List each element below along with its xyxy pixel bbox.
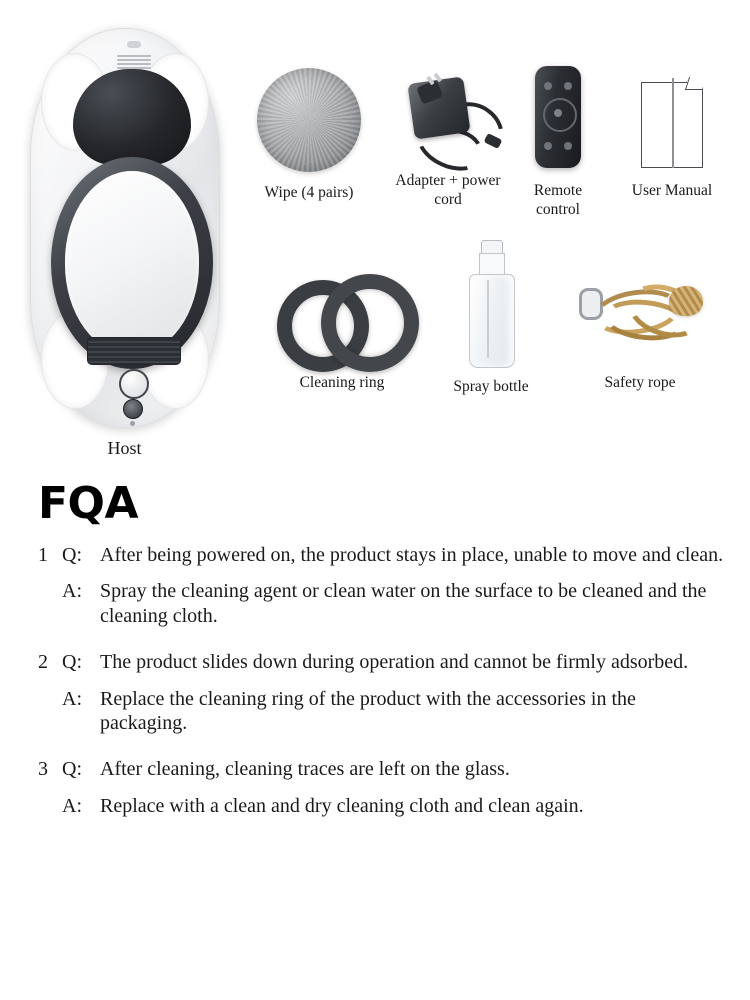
fqa-answer-tag: A: (62, 794, 82, 817)
robot-face-plate-icon (65, 171, 199, 355)
host-caption: Host (107, 438, 142, 458)
accessory-wipe (253, 68, 365, 203)
accessory-remote-caption: Remote control (533, 182, 583, 218)
vent-slots-icon (117, 55, 151, 67)
fqa-entry-number: 2 (38, 651, 48, 674)
accessory-cleaning-ring-caption: Cleaning ring (299, 374, 385, 391)
fqa-question-tag: Q: (62, 651, 82, 674)
fqa-question-tag: Q: (62, 758, 82, 781)
adapter-plug-icon (416, 80, 443, 105)
accessory-wipe-caption: Wipe (4 pairs) (264, 184, 354, 201)
window-cleaning-robot-icon (30, 28, 220, 428)
accessory-safety-rope-caption: Safety rope (604, 374, 676, 391)
robot-grille-icon (87, 337, 181, 365)
fqa-answer-text: Replace with a clean and dry cleaning cloth and clean again. (100, 794, 584, 817)
accessory-safety-rope (560, 272, 720, 393)
fqa-answer-text: Replace the cleaning ring of the product with the accessories in the packaging. (100, 687, 636, 734)
host-product-figure (22, 20, 227, 460)
user-manual-icon (641, 82, 703, 168)
accessory-manual-caption: User Manual (631, 182, 713, 199)
accessory-cleaning-ring (277, 268, 407, 393)
power-adapter-icon (389, 64, 507, 164)
robot-top-panel-icon (73, 69, 191, 165)
fqa-question-row (0, 650, 750, 674)
fqa-answer-row (0, 687, 750, 736)
accessory-spray-bottle-caption: Spray bottle (453, 378, 529, 395)
remote-button-power-icon (544, 82, 552, 90)
fqa-question-text: After cleaning, cleaning traces are left on the glass. (100, 758, 510, 781)
remote-control-icon (535, 66, 581, 168)
fqa-question-text: After being powered on, the product stays in place, unable to move and clean. (100, 544, 724, 566)
fqa-question-tag: Q: (62, 544, 82, 566)
adapter-brick-shape (407, 76, 470, 139)
remote-body-shape (535, 66, 581, 168)
cleaning-ring-icon (277, 268, 407, 366)
accessory-manual (608, 82, 736, 201)
fqa-question-text: The product slides down during operation and cannot be firmly adsorbed. (100, 651, 689, 674)
remote-button-stop-icon (564, 142, 572, 150)
robot-indicator-led-icon (130, 421, 135, 426)
manual-spine-icon (672, 78, 674, 168)
accessory-adapter (384, 64, 512, 210)
fqa-entry-number: 3 (38, 758, 48, 781)
adapter-pin-1 (426, 76, 435, 86)
fqa-section (0, 478, 750, 840)
fqa-entry-number: 1 (38, 544, 48, 566)
fqa-answer-row (0, 579, 750, 628)
spray-bottle-icon (463, 240, 519, 372)
safety-rope-icon (575, 272, 705, 368)
adapter-pin-2 (434, 73, 443, 83)
fqa-heading: FQA (38, 478, 139, 529)
fqa-question-row (0, 543, 750, 567)
accessory-remote (514, 66, 602, 220)
remote-button-mode-icon (564, 82, 572, 90)
power-button-icon (127, 41, 141, 48)
fqa-entry-1 (0, 543, 750, 628)
fqa-answer-tag: A: (62, 580, 82, 603)
robot-control-button-icon (119, 369, 149, 399)
spray-body-shape (469, 274, 515, 368)
robot-spray-nozzle-icon (123, 399, 143, 419)
cleaning-ring-2-shape (321, 274, 419, 372)
fqa-answer-row (0, 794, 750, 818)
remote-dpad-icon (543, 98, 577, 132)
remote-button-spray-icon (544, 142, 552, 150)
accessory-showcase (0, 0, 750, 480)
fqa-answer-text: Spray the cleaning agent or clean water on the surface to be cleaned and the cleaning cloth. (100, 580, 707, 627)
accessory-adapter-caption: Adapter + power cord (395, 172, 501, 208)
fqa-entry-3 (0, 757, 750, 818)
fqa-answer-tag: A: (62, 687, 82, 710)
rope-knot-shape (669, 286, 703, 316)
fqa-entry-2 (0, 650, 750, 735)
fqa-question-row (0, 757, 750, 781)
wipe-disc-shape (257, 68, 361, 172)
microfiber-wipe-icon (257, 68, 361, 172)
accessory-spray-bottle (435, 240, 547, 397)
spray-tube-icon (487, 280, 489, 358)
